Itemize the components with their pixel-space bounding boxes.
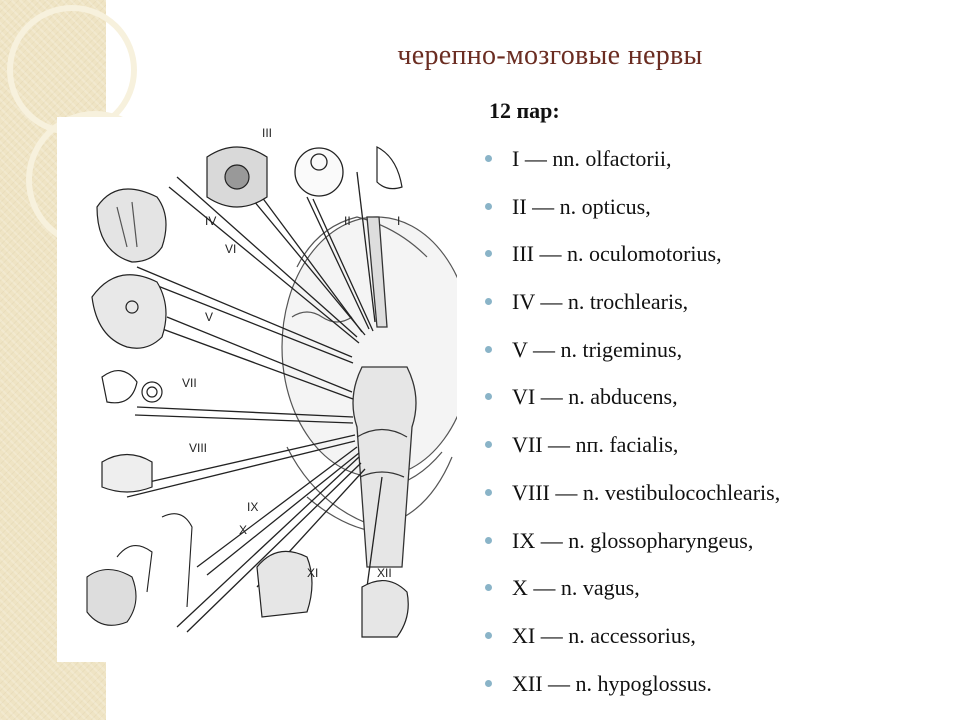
list-item: III — n. oculomotorius, <box>480 240 780 288</box>
nerve-label: IX <box>247 500 259 514</box>
list-item: I — nn. olfactorii, <box>480 145 780 193</box>
list-item: X — n. vagus, <box>480 574 780 622</box>
nerve-label: XI <box>307 566 319 580</box>
cranial-nerves-illustration <box>57 117 457 662</box>
list-item: IX — n. glossopharyngeus, <box>480 527 780 575</box>
viscera-organ <box>87 514 192 626</box>
bullet-icon <box>485 203 492 210</box>
jaw-organ <box>362 581 408 637</box>
head-organ-2 <box>92 275 166 349</box>
nerve-label: VI <box>225 242 237 256</box>
tongue-organ <box>102 455 152 493</box>
nerve-label: V <box>205 310 214 324</box>
list-item: IV — n. trochlearis, <box>480 288 780 336</box>
bullet-icon <box>485 537 492 544</box>
bullet-icon <box>485 346 492 353</box>
head-organ-1 <box>97 189 166 262</box>
nerve-label: VII <box>182 376 197 390</box>
list-item: VII — nп. facialis, <box>480 431 780 479</box>
list-item: V — n. trigeminus, <box>480 336 780 384</box>
bullet-icon <box>485 155 492 162</box>
bullet-icon <box>485 632 492 639</box>
nerve-label: IV <box>205 214 217 228</box>
orbit-organ <box>207 147 267 207</box>
bullet-icon <box>485 250 492 257</box>
nerve-label: II <box>344 214 351 228</box>
list-item: II — n. opticus, <box>480 193 780 241</box>
slide-subtitle: 12 пар: <box>489 98 560 123</box>
list-item: VI — n. abducens, <box>480 383 780 431</box>
ear-organ <box>102 371 162 403</box>
bullet-icon <box>485 441 492 448</box>
list-item: XI — n. accessorius, <box>480 622 780 670</box>
nerve-label: XII <box>377 566 392 580</box>
neck-organ <box>257 551 312 617</box>
nerve-label: X <box>239 523 248 537</box>
list-item: XII — n. hypoglossus. <box>480 670 780 718</box>
bullet-icon <box>485 393 492 400</box>
list-item: VIII — n. vestibulocochlearis, <box>480 479 780 527</box>
bullet-icon <box>485 584 492 591</box>
eye-organ <box>295 148 343 196</box>
nerve-label: I <box>397 214 401 228</box>
bullet-icon <box>485 489 492 496</box>
cranial-nerves-list <box>480 145 780 717</box>
bullet-icon <box>485 680 492 687</box>
nerve-label: III <box>262 126 273 140</box>
slide-title: черепно-мозговые нервы <box>397 40 703 71</box>
nerves-diagram <box>57 117 457 662</box>
nose-organ <box>377 147 402 189</box>
nerve-label: VIII <box>189 441 208 455</box>
bullet-icon <box>485 298 492 305</box>
